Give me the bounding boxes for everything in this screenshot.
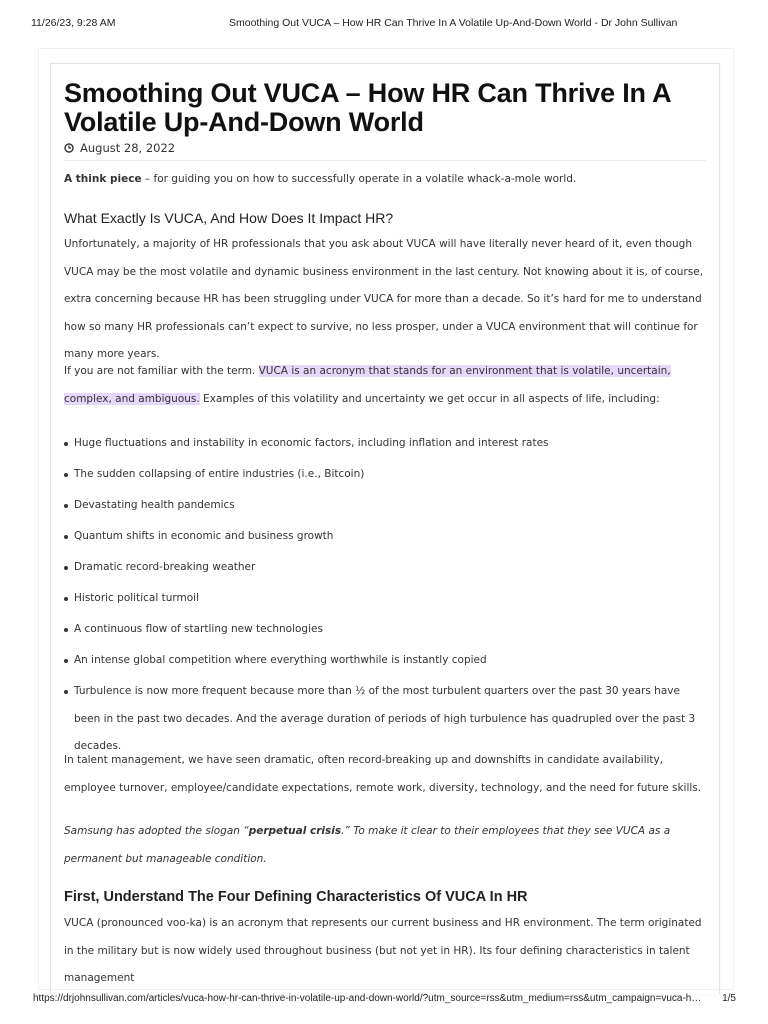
article-card: [50, 63, 720, 994]
article-title: Smoothing Out VUCA – How HR Can Thrive In A Volatile Up-And-Down World: [64, 78, 671, 137]
meta-divider: [64, 160, 706, 161]
print-datetime: 11/26/23, 9:28 AM: [31, 17, 116, 29]
paragraph-2: [64, 358, 706, 413]
list-item: A continuous flow of startling new technologies: [64, 616, 706, 644]
section-heading-1: What Exactly Is VUCA, And How Does It Impact HR?: [64, 210, 394, 226]
section-heading-2: First, Understand The Four Defining Characteristics Of VUCA In HR: [64, 889, 528, 905]
paragraph-2-start: If you are not familiar with the term.: [64, 365, 259, 377]
paragraph-4: VUCA (pronounced voo-ka) is an acronym that represents our current business and HR environment. The term originated in the military but is now widely used throughout business (but not yet in HR). Its four defining characteristics in talent management: [64, 917, 702, 984]
list-item: Historic political turmoil: [64, 585, 706, 613]
list-item: The sudden collapsing of entire industries (i.e., Bitcoin): [64, 461, 706, 489]
list-item: An intense global competition where everything worthwhile is instantly copied: [64, 647, 706, 675]
clock-icon: [64, 143, 74, 153]
list-item: Dramatic record-breaking weather: [64, 554, 706, 582]
intro-paragraph: [64, 166, 706, 194]
list-item: Devastating health pandemics: [64, 492, 706, 520]
list-item: Quantum shifts in economic and business growth: [64, 523, 706, 551]
quote-start: Samsung has adopted the slogan “: [64, 825, 249, 837]
samsung-quote: [64, 818, 706, 873]
article-meta: [64, 141, 175, 155]
intro-text: – for guiding you on how to successfully operate in a volatile whack-a-mole world.: [141, 173, 577, 185]
examples-list: [64, 430, 706, 764]
paragraph-2-end: Examples of this volatility and uncertainty we get occur in all aspects of life, including:: [199, 392, 660, 405]
intro-bold: A think piece: [64, 173, 142, 185]
quote-bold: perpetual crisis: [248, 825, 342, 837]
paragraph-3: In talent management, we have seen dramatic, often record-breaking up and downshifts in candidate availability, employee turnover, employee/candidate expectations, remote work, diversity, technology, and the need for future skills.: [64, 754, 702, 794]
list-item: Huge fluctuations and instability in economic factors, including inflation and interest rates: [64, 430, 706, 458]
print-page-title: Smoothing Out VUCA – How HR Can Thrive In A Volatile Up-And-Down World - Dr John Sullivan: [229, 17, 678, 29]
article-date: August 28, 2022: [80, 141, 176, 155]
print-header: [0, 17, 768, 31]
print-footer: [0, 993, 768, 1007]
highlighted-definition: VUCA is an acronym that stands for an environment that is volatile, uncertain, complex, and ambiguous.: [64, 365, 671, 405]
print-page-number: 1/5: [722, 993, 736, 1004]
paragraph-1: Unfortunately, a majority of HR professionals that you ask about VUCA will have literally never heard of it, even though VUCA may be the most volatile and dynamic business environment in the last century. Not knowing about it is, of course, extra concerning because HR has been struggling under VUCA for more than a decade. So it’s hard for me to understand how so many HR professionals can’t expect to survive, no less prosper, under a VUCA environment that will continue for many more years.: [64, 238, 704, 360]
list-item: Turbulence is now more frequent because more than ½ of the most turbulent quarters over the past 30 years have been in the past two decades. And the average duration of periods of high turbulence has quadrupled over the past 3 decades.: [64, 678, 706, 761]
quote-end: .” To make it clear to their employees that they see VUCA as a permanent but manageable condition.: [64, 825, 671, 865]
print-url: https://drjohnsullivan.com/articles/vuca-how-hr-can-thrive-in-volatile-up-and-down-world/?utm_source=rss&utm_medium=rss&utm_campaign=vuca-h…: [33, 993, 702, 1004]
